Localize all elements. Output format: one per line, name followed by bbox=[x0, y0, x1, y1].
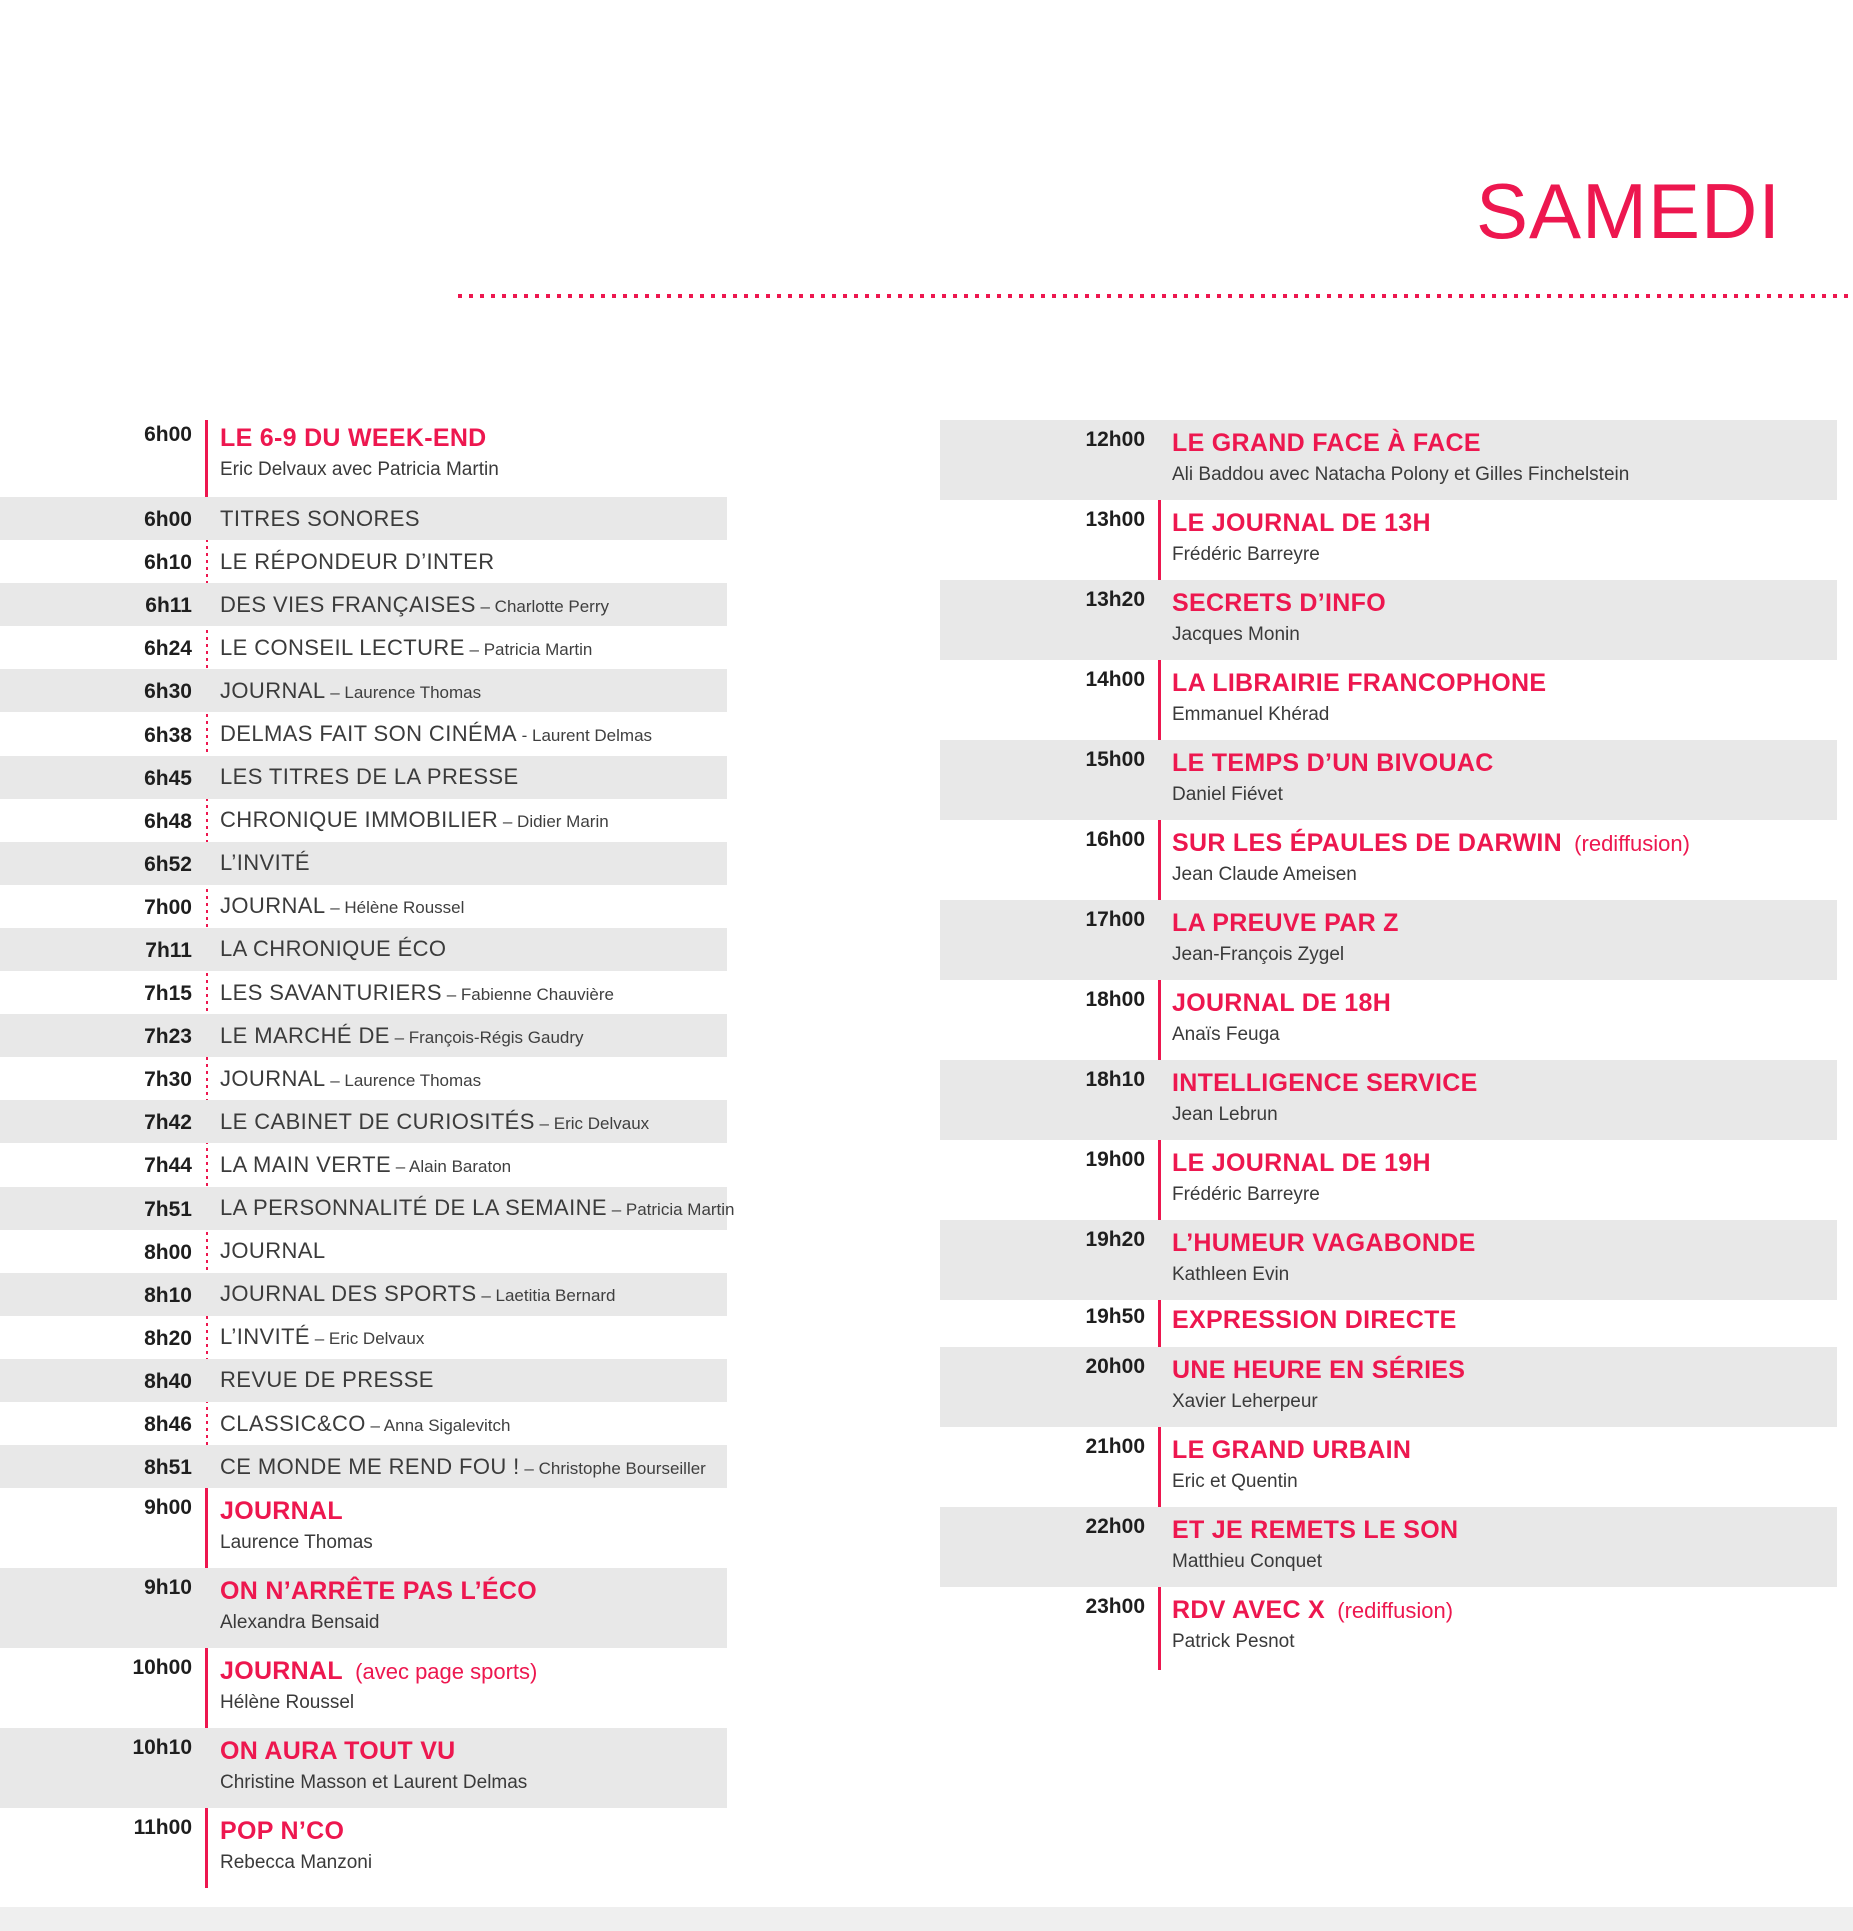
program-titleline bbox=[1172, 1516, 1458, 1545]
program-row bbox=[0, 1728, 727, 1808]
program-presenter-inline: – Anna Sigalevitch bbox=[365, 1415, 511, 1435]
program-row bbox=[0, 1808, 727, 1888]
program-content bbox=[1172, 429, 1629, 500]
program-titleline bbox=[1172, 1069, 1478, 1098]
program-row bbox=[0, 1273, 727, 1316]
program-titleline bbox=[1172, 1436, 1411, 1465]
program-content bbox=[1172, 909, 1399, 980]
schedule-left-column bbox=[0, 420, 735, 1888]
program-row bbox=[0, 669, 727, 712]
program-time: 10h10 bbox=[132, 1736, 192, 1760]
program-row bbox=[940, 1140, 1837, 1220]
program-row bbox=[0, 1445, 727, 1488]
program-presenter-inline: – Eric Delvaux bbox=[310, 1329, 425, 1349]
program-presenter-inline: – Alain Baraton bbox=[391, 1156, 512, 1176]
program-time: 7h51 bbox=[144, 1197, 192, 1221]
program-presenter-inline: – Laetitia Bernard bbox=[476, 1286, 616, 1306]
program-title: CHRONIQUE IMMOBILIER bbox=[220, 807, 499, 833]
program-content bbox=[1172, 1149, 1431, 1220]
program-title-note: (rediffusion) bbox=[1325, 1598, 1454, 1623]
program-row bbox=[940, 580, 1837, 660]
program-time: 19h00 bbox=[1085, 1148, 1145, 1171]
program-time: 6h11 bbox=[145, 594, 192, 618]
program-row bbox=[0, 842, 727, 885]
program-presenter: Jean-François Zygel bbox=[1172, 944, 1345, 965]
program-time: 18h00 bbox=[1085, 988, 1145, 1011]
program-title: JOURNAL DE 18H bbox=[1172, 989, 1392, 1017]
program-title: LE MARCHÉ DE bbox=[220, 1022, 390, 1048]
program-presenter-inline: – Laurence Thomas bbox=[325, 682, 482, 702]
program-time: 9h10 bbox=[144, 1576, 192, 1600]
program-titleline bbox=[220, 1324, 424, 1350]
program-presenter-inline: – Charlotte Perry bbox=[475, 596, 610, 616]
program-title: CE MONDE ME REND FOU ! bbox=[220, 1453, 520, 1479]
program-presenter-inline: – Patricia Martin bbox=[606, 1200, 735, 1220]
program-time: 8h00 bbox=[144, 1240, 192, 1264]
day-title: SAMEDI bbox=[1475, 167, 1781, 255]
program-titleline bbox=[1172, 1356, 1465, 1385]
program-presenter: Hélène Roussel bbox=[220, 1692, 355, 1714]
program-time: 18h10 bbox=[1085, 1068, 1145, 1091]
program-time: 16h00 bbox=[1085, 828, 1145, 851]
program-row bbox=[0, 1057, 727, 1100]
program-title: ET JE REMETS LE SON bbox=[1172, 1516, 1459, 1544]
program-row bbox=[0, 799, 727, 842]
program-time: 12h00 bbox=[1085, 428, 1145, 451]
program-row bbox=[0, 540, 727, 583]
program-content bbox=[220, 1109, 649, 1135]
program-titleline bbox=[220, 1367, 434, 1393]
program-content bbox=[1172, 989, 1391, 1060]
program-time: 15h00 bbox=[1085, 748, 1145, 771]
program-title: JOURNAL bbox=[220, 893, 326, 919]
program-content bbox=[1172, 669, 1546, 740]
program-content bbox=[220, 1411, 510, 1437]
program-row bbox=[0, 1488, 727, 1568]
program-row bbox=[0, 420, 727, 497]
program-title: LA CHRONIQUE ÉCO bbox=[220, 936, 447, 962]
program-row bbox=[940, 1347, 1837, 1427]
program-title: LES SAVANTURIERS bbox=[220, 979, 442, 1005]
program-row bbox=[940, 420, 1837, 500]
program-title: LA PREUVE PAR Z bbox=[1172, 909, 1399, 937]
program-content bbox=[220, 980, 614, 1006]
program-titleline bbox=[220, 1737, 527, 1766]
program-titleline bbox=[220, 764, 519, 790]
program-titleline bbox=[1172, 1596, 1453, 1625]
program-time: 6h24 bbox=[144, 637, 192, 661]
program-content bbox=[220, 1195, 735, 1221]
program-presenter: Eric Delvaux avec Patricia Martin bbox=[220, 459, 499, 480]
program-content bbox=[220, 1281, 616, 1307]
program-presenter-inline: – François-Régis Gaudry bbox=[389, 1027, 584, 1047]
program-content bbox=[1172, 589, 1386, 660]
program-title: ON N’ARRÊTE PAS L’ÉCO bbox=[220, 1577, 537, 1606]
program-time: 6h00 bbox=[144, 423, 192, 446]
program-content bbox=[220, 1577, 537, 1648]
program-titleline bbox=[220, 936, 446, 962]
program-time: 13h00 bbox=[1085, 508, 1145, 531]
program-time: 6h38 bbox=[144, 723, 192, 747]
program-presenter: Jacques Monin bbox=[1172, 624, 1300, 645]
program-time: 8h10 bbox=[144, 1283, 192, 1307]
program-title: LE RÉPONDEUR D’INTER bbox=[220, 548, 495, 574]
program-content bbox=[220, 936, 446, 962]
program-row bbox=[0, 1359, 727, 1402]
program-titleline bbox=[220, 506, 420, 532]
program-titleline bbox=[220, 1657, 537, 1686]
program-titleline bbox=[1172, 749, 1494, 778]
program-title: LA MAIN VERTE bbox=[220, 1151, 392, 1177]
program-titleline bbox=[1172, 1149, 1431, 1178]
program-content bbox=[1172, 1516, 1458, 1587]
program-titleline bbox=[1172, 1306, 1457, 1335]
program-title: LE CONSEIL LECTURE bbox=[220, 634, 465, 660]
program-titleline bbox=[220, 424, 499, 453]
program-content bbox=[1172, 1306, 1457, 1347]
program-title: JOURNAL bbox=[220, 1497, 343, 1526]
program-row bbox=[940, 1300, 1837, 1347]
program-row bbox=[0, 1648, 727, 1728]
program-presenter: Kathleen Evin bbox=[1172, 1264, 1290, 1285]
program-content bbox=[220, 549, 494, 575]
program-content bbox=[220, 1454, 706, 1480]
program-content bbox=[1172, 1436, 1411, 1507]
next-section-strip bbox=[0, 1907, 1853, 1931]
program-presenter: Jean Claude Ameisen bbox=[1172, 864, 1357, 885]
program-titleline bbox=[220, 1281, 616, 1307]
program-content bbox=[1172, 1596, 1453, 1667]
program-content bbox=[220, 1324, 424, 1350]
program-presenter: Rebecca Manzoni bbox=[220, 1852, 373, 1874]
program-title: TITRES SONORES bbox=[220, 505, 420, 531]
program-row bbox=[0, 756, 727, 799]
program-title: DELMAS FAIT SON CINÉMA bbox=[220, 721, 517, 747]
program-content bbox=[220, 1497, 373, 1568]
program-titleline bbox=[220, 850, 310, 876]
program-titleline bbox=[1172, 1229, 1476, 1258]
program-title: LE CABINET DE CURIOSITÉS bbox=[220, 1108, 535, 1134]
program-content bbox=[1172, 1356, 1465, 1427]
program-title: LE 6-9 DU WEEK-END bbox=[220, 424, 487, 452]
program-title: JOURNAL bbox=[220, 1657, 343, 1686]
program-presenter: Xavier Leherpeur bbox=[1172, 1391, 1318, 1412]
program-row bbox=[940, 980, 1837, 1060]
program-titleline bbox=[220, 1411, 510, 1437]
program-titleline bbox=[220, 592, 609, 618]
program-row bbox=[0, 1100, 727, 1143]
program-time: 6h48 bbox=[144, 809, 192, 833]
program-title: POP N’CO bbox=[220, 1817, 345, 1846]
program-time: 19h20 bbox=[1085, 1228, 1145, 1251]
program-row bbox=[0, 626, 727, 669]
program-row bbox=[940, 900, 1837, 980]
program-time: 8h46 bbox=[144, 1413, 192, 1437]
program-time: 21h00 bbox=[1085, 1435, 1145, 1458]
program-content bbox=[220, 1238, 326, 1264]
program-content bbox=[220, 1023, 584, 1049]
program-title: LA LIBRAIRIE FRANCOPHONE bbox=[1172, 669, 1547, 697]
program-titleline bbox=[220, 1577, 537, 1606]
program-titleline bbox=[220, 1195, 735, 1221]
program-title-note: (rediffusion) bbox=[1561, 831, 1690, 856]
program-title: LE GRAND URBAIN bbox=[1172, 1436, 1412, 1464]
program-titleline bbox=[220, 1066, 481, 1092]
program-titleline bbox=[1172, 909, 1399, 938]
program-title-note: (avec page sports) bbox=[342, 1659, 538, 1685]
program-title: SUR LES ÉPAULES DE DARWIN bbox=[1172, 829, 1562, 857]
program-content bbox=[220, 424, 499, 497]
program-title: DES VIES FRANÇAISES bbox=[220, 591, 476, 617]
program-title: LE JOURNAL DE 13H bbox=[1172, 509, 1431, 537]
program-titleline bbox=[220, 549, 494, 575]
program-presenter: Ali Baddou avec Natacha Polony et Gilles Finchelstein bbox=[1172, 464, 1630, 485]
program-row bbox=[940, 1427, 1837, 1507]
program-title: JOURNAL DES SPORTS bbox=[220, 1281, 477, 1307]
program-content bbox=[220, 592, 609, 618]
program-time: 6h00 bbox=[144, 508, 192, 532]
program-presenter: Frédéric Barreyre bbox=[1172, 544, 1320, 565]
program-time: 7h15 bbox=[144, 982, 192, 1006]
schedule-right-column bbox=[940, 420, 1837, 1667]
program-row bbox=[0, 971, 727, 1014]
program-titleline bbox=[220, 1238, 326, 1264]
program-time: 9h00 bbox=[144, 1496, 192, 1520]
program-presenter: Patrick Pesnot bbox=[1172, 1631, 1295, 1652]
program-content bbox=[220, 1737, 527, 1808]
program-content bbox=[220, 721, 652, 747]
program-presenter-inline: - Laurent Delmas bbox=[516, 726, 653, 746]
program-presenter-inline: – Patricia Martin bbox=[464, 639, 593, 659]
program-presenter-inline: – Laurence Thomas bbox=[325, 1070, 482, 1090]
program-row bbox=[940, 500, 1837, 580]
program-presenter: Daniel Fiévet bbox=[1172, 784, 1283, 805]
program-time: 8h20 bbox=[144, 1326, 192, 1350]
program-title: JOURNAL bbox=[220, 1238, 326, 1264]
program-content bbox=[1172, 749, 1494, 820]
program-titleline bbox=[1172, 669, 1546, 698]
program-row bbox=[0, 928, 727, 971]
program-title: CLASSIC&CO bbox=[220, 1410, 366, 1436]
program-time: 6h30 bbox=[144, 680, 192, 704]
program-row bbox=[0, 1014, 727, 1057]
dotted-separator bbox=[458, 294, 1853, 298]
program-title: L’HUMEUR VAGABONDE bbox=[1172, 1229, 1476, 1257]
program-content bbox=[220, 807, 609, 833]
program-content bbox=[220, 1817, 372, 1888]
program-content bbox=[1172, 829, 1690, 900]
program-time: 13h20 bbox=[1085, 588, 1145, 611]
program-time: 8h51 bbox=[144, 1456, 192, 1480]
program-time: 7h42 bbox=[144, 1111, 192, 1135]
program-title: INTELLIGENCE SERVICE bbox=[1172, 1069, 1478, 1097]
program-title: LA PERSONNALITÉ DE LA SEMAINE bbox=[220, 1195, 607, 1221]
program-time: 6h10 bbox=[144, 551, 192, 575]
program-content bbox=[1172, 1069, 1478, 1140]
program-title: SECRETS D’INFO bbox=[1172, 589, 1386, 617]
program-title: EXPRESSION DIRECTE bbox=[1172, 1306, 1457, 1334]
program-content bbox=[220, 893, 464, 919]
program-row bbox=[940, 1060, 1837, 1140]
program-presenter: Matthieu Conquet bbox=[1172, 1551, 1322, 1572]
program-titleline bbox=[220, 980, 614, 1006]
program-time: 23h00 bbox=[1085, 1595, 1145, 1618]
program-time: 6h52 bbox=[144, 852, 192, 876]
program-titleline bbox=[1172, 509, 1431, 538]
program-row bbox=[0, 1568, 727, 1648]
program-row bbox=[940, 740, 1837, 820]
program-time: 7h23 bbox=[144, 1025, 192, 1049]
program-row bbox=[0, 1402, 727, 1445]
program-presenter-inline: – Christophe Bourseiller bbox=[519, 1458, 706, 1478]
program-titleline bbox=[220, 1497, 373, 1526]
program-title: REVUE DE PRESSE bbox=[220, 1367, 434, 1393]
program-titleline bbox=[220, 1109, 649, 1135]
program-titleline bbox=[220, 1817, 372, 1846]
program-row bbox=[0, 1230, 727, 1273]
program-time: 11h00 bbox=[133, 1816, 192, 1840]
program-time: 22h00 bbox=[1085, 1515, 1145, 1538]
program-title: L’INVITÉ bbox=[220, 850, 311, 876]
program-content bbox=[220, 1066, 481, 1092]
program-content bbox=[220, 678, 481, 704]
program-row bbox=[940, 1220, 1837, 1300]
program-presenter: Emmanuel Khérad bbox=[1172, 704, 1330, 725]
program-content bbox=[1172, 509, 1431, 580]
program-presenter-inline: – Fabienne Chauvière bbox=[441, 984, 614, 1004]
program-content bbox=[220, 850, 310, 876]
program-titleline bbox=[220, 1454, 706, 1480]
program-row bbox=[0, 1187, 735, 1230]
program-title: LE JOURNAL DE 19H bbox=[1172, 1149, 1431, 1177]
program-time: 7h30 bbox=[144, 1068, 192, 1092]
program-titleline bbox=[220, 1023, 584, 1049]
program-titleline bbox=[1172, 589, 1386, 618]
program-time: 19h50 bbox=[1085, 1305, 1145, 1328]
program-titleline bbox=[220, 721, 652, 747]
program-content bbox=[220, 1657, 537, 1728]
program-content bbox=[1172, 1229, 1476, 1300]
program-presenter-inline: – Eric Delvaux bbox=[534, 1113, 650, 1133]
program-time: 10h00 bbox=[132, 1656, 192, 1680]
program-presenter: Christine Masson et Laurent Delmas bbox=[220, 1772, 528, 1794]
program-row bbox=[0, 885, 727, 928]
program-titleline bbox=[1172, 989, 1391, 1018]
program-row bbox=[0, 1143, 727, 1186]
program-row bbox=[940, 1507, 1837, 1587]
program-presenter: Alexandra Bensaid bbox=[220, 1612, 380, 1634]
program-titleline bbox=[220, 807, 609, 833]
program-presenter-inline: – Didier Marin bbox=[498, 812, 609, 832]
program-title: L’INVITÉ bbox=[220, 1324, 311, 1350]
program-row bbox=[940, 820, 1837, 900]
program-titleline bbox=[220, 678, 481, 704]
program-time: 8h40 bbox=[144, 1369, 192, 1393]
program-title: ON AURA TOUT VU bbox=[220, 1737, 456, 1766]
program-row bbox=[0, 712, 727, 755]
program-title: LE GRAND FACE À FACE bbox=[1172, 429, 1481, 457]
program-titleline bbox=[1172, 429, 1629, 458]
program-row bbox=[0, 1316, 727, 1359]
program-content bbox=[220, 1367, 434, 1393]
program-presenter: Frédéric Barreyre bbox=[1172, 1184, 1320, 1205]
program-row bbox=[940, 660, 1837, 740]
program-presenter: Anaïs Feuga bbox=[1172, 1024, 1280, 1045]
program-content bbox=[220, 764, 519, 790]
program-presenter-inline: – Hélène Roussel bbox=[325, 898, 465, 918]
program-time: 7h00 bbox=[144, 895, 192, 919]
program-presenter: Jean Lebrun bbox=[1172, 1104, 1278, 1125]
program-title: JOURNAL bbox=[220, 677, 326, 703]
program-title: LES TITRES DE LA PRESSE bbox=[220, 764, 519, 790]
program-content bbox=[220, 1152, 511, 1178]
program-title: UNE HEURE EN SÉRIES bbox=[1172, 1356, 1466, 1384]
program-row bbox=[0, 497, 727, 540]
program-title: JOURNAL bbox=[220, 1065, 326, 1091]
program-time: 7h11 bbox=[145, 938, 192, 962]
program-titleline bbox=[1172, 829, 1690, 858]
program-content bbox=[220, 635, 592, 661]
program-title: RDV AVEC X bbox=[1172, 1596, 1326, 1624]
program-row bbox=[0, 583, 727, 626]
program-time: 17h00 bbox=[1085, 908, 1145, 931]
program-time: 6h45 bbox=[144, 766, 192, 790]
program-time: 20h00 bbox=[1085, 1355, 1145, 1378]
program-titleline bbox=[220, 635, 592, 661]
program-time: 14h00 bbox=[1085, 668, 1145, 691]
program-titleline bbox=[220, 1152, 511, 1178]
program-presenter: Laurence Thomas bbox=[220, 1532, 373, 1554]
program-titleline bbox=[220, 893, 464, 919]
program-time: 7h44 bbox=[144, 1154, 192, 1178]
program-presenter: Eric et Quentin bbox=[1172, 1471, 1298, 1492]
program-content bbox=[220, 506, 420, 532]
program-row bbox=[940, 1587, 1837, 1667]
program-title: LE TEMPS D’UN BIVOUAC bbox=[1172, 749, 1494, 777]
